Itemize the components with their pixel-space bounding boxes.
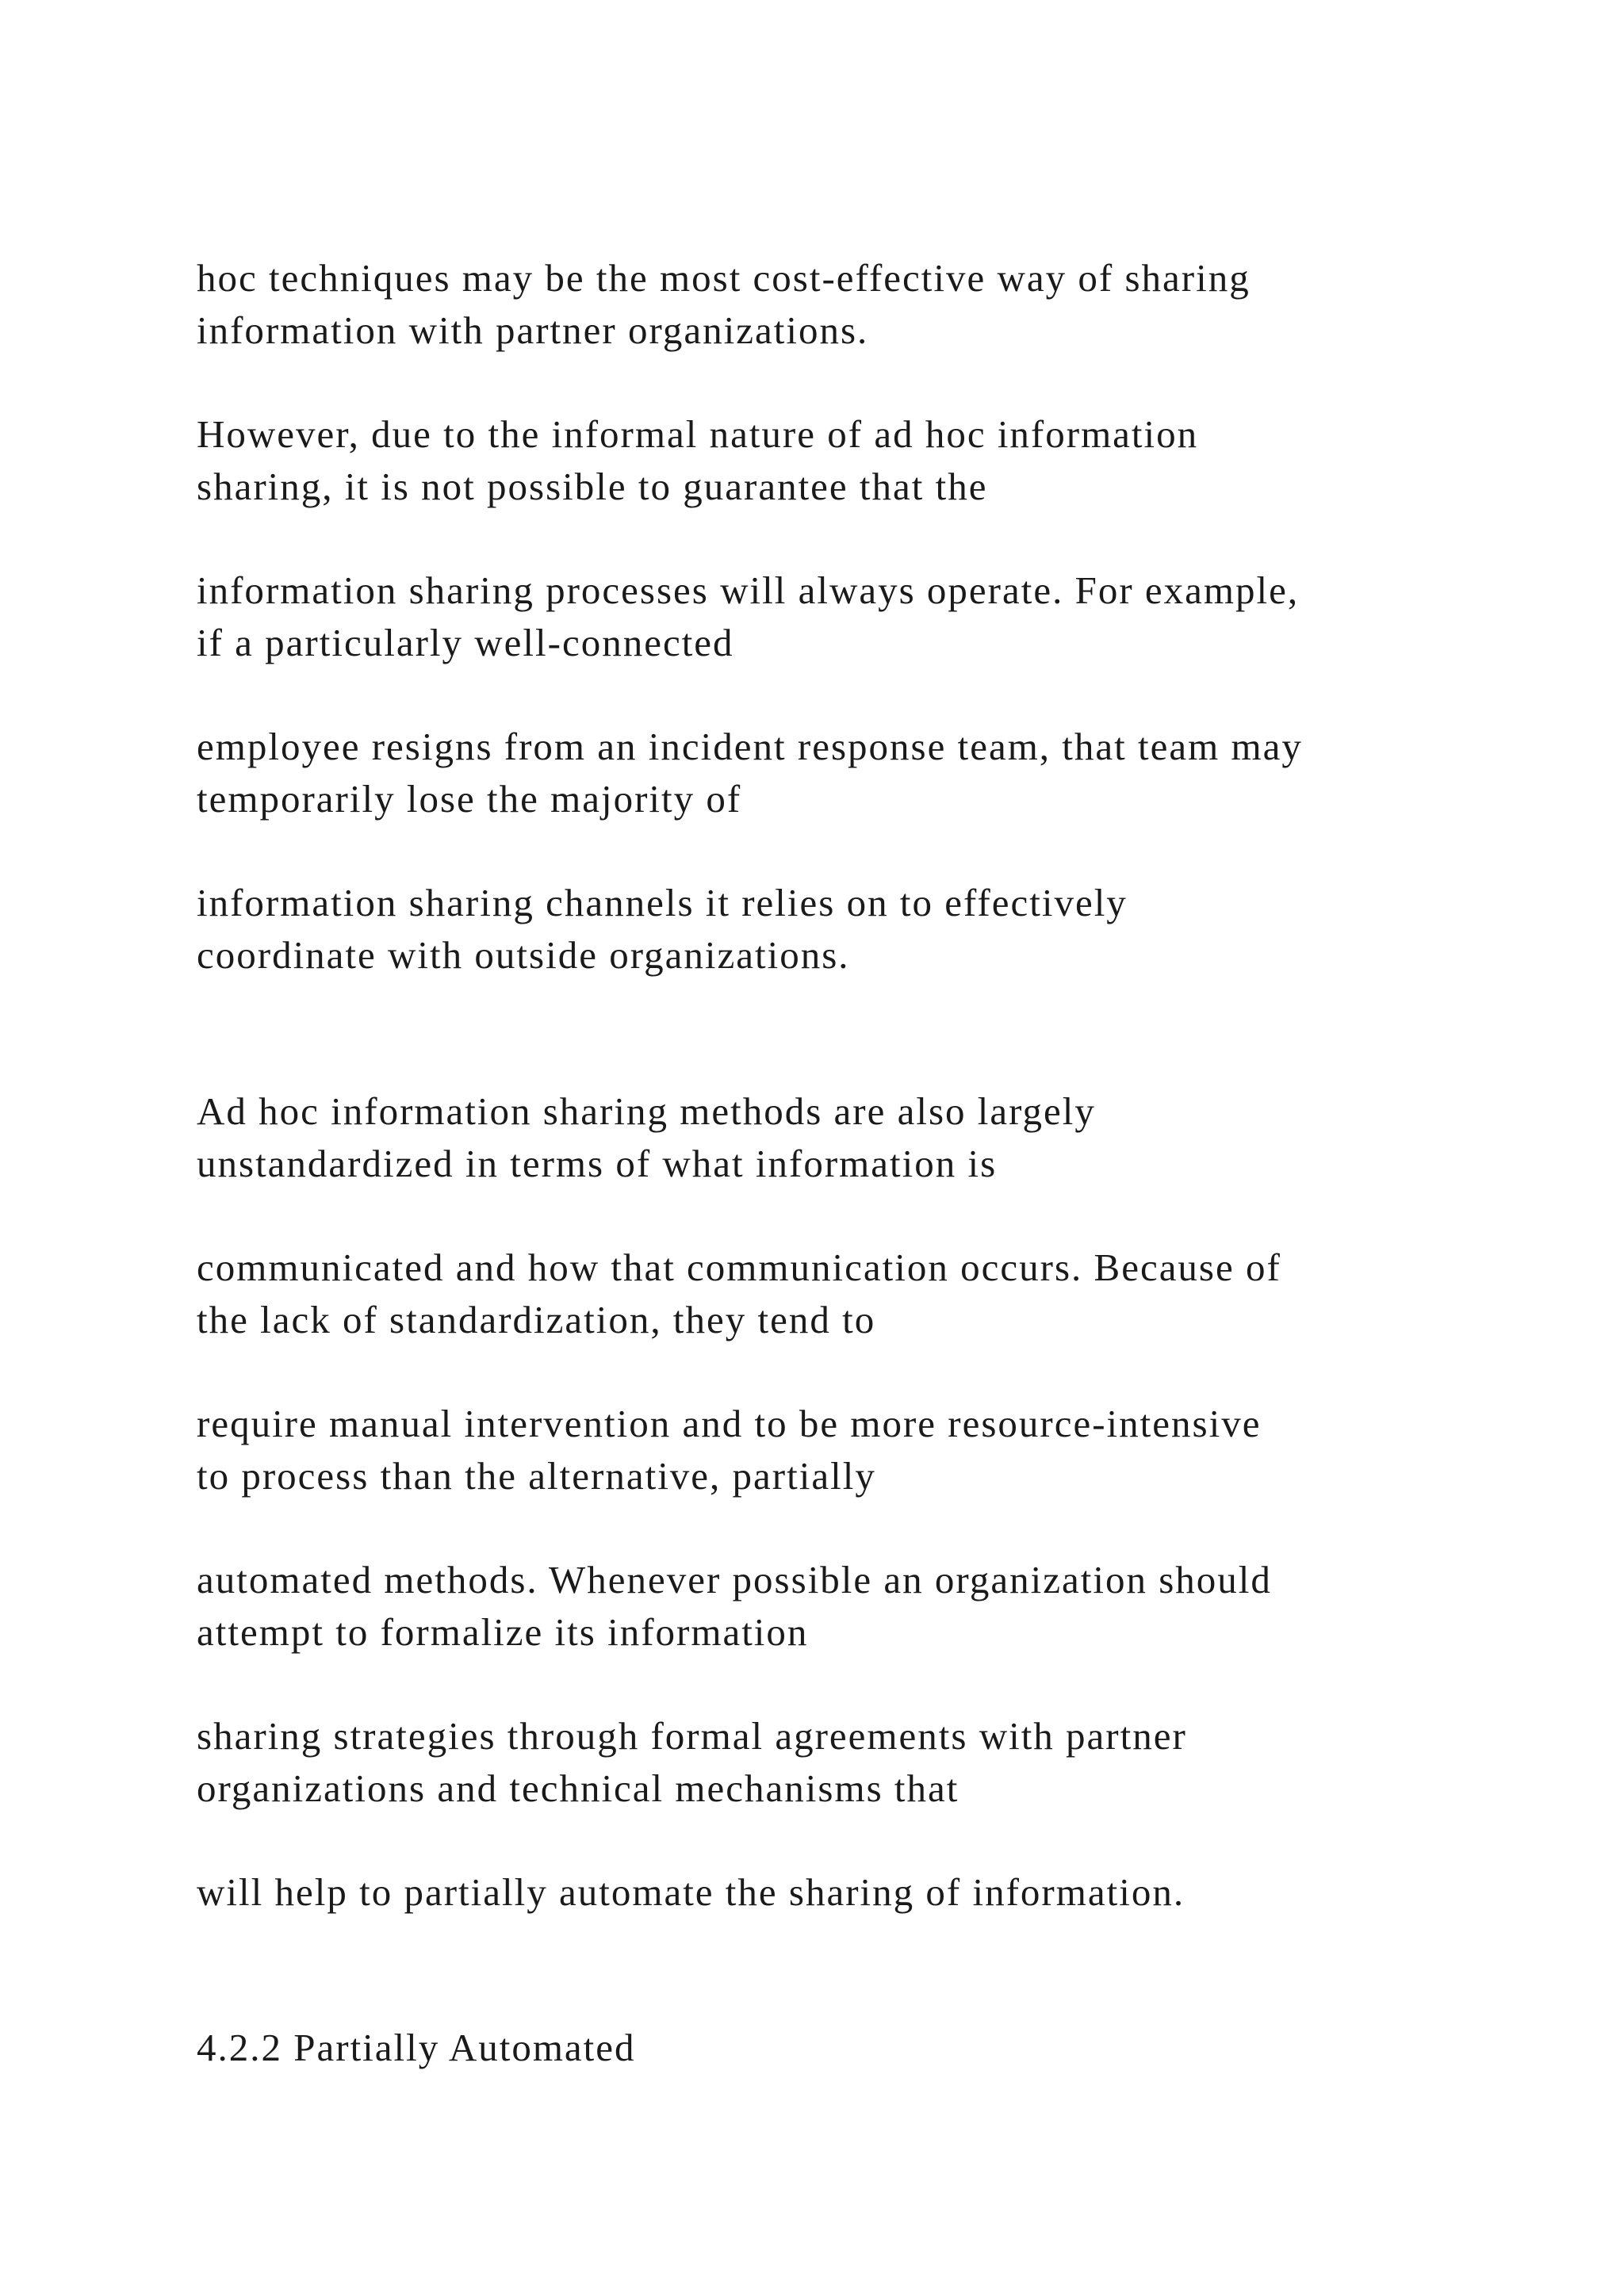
text-line: require manual intervention and to be more resource-intensive <box>197 1402 1262 1445</box>
text-line: However, due to the informal nature of ad hoc information <box>197 412 1199 456</box>
text-line: communicated and how that communication occurs. Because of <box>197 1246 1281 1289</box>
text-line: automated methods. Whenever possible an organization should <box>197 1558 1272 1601</box>
text-line: the lack of standardization, they tend to <box>197 1298 876 1341</box>
text-line: will help to partially automate the sharing of information. <box>197 1870 1185 1914</box>
paragraph-11 <box>197 1866 1545 1919</box>
paragraph-3 <box>197 564 1545 669</box>
text-line: Ad hoc information sharing methods are also largely <box>197 1089 1096 1133</box>
paragraph-10 <box>197 1710 1545 1815</box>
paragraph-8 <box>197 1398 1545 1502</box>
text-line: information with partner organizations. <box>197 308 869 352</box>
text-line: information sharing channels it relies on to effectively <box>197 881 1128 924</box>
text-line: sharing strategies through formal agreements with partner <box>197 1714 1187 1758</box>
text-line: organizations and technical mechanisms that <box>197 1766 959 1810</box>
text-line: to process than the alternative, partially <box>197 1454 876 1498</box>
section-heading: 4.2.2 Partially Automated <box>197 2026 636 2069</box>
paragraph-4 <box>197 721 1545 825</box>
paragraph-9 <box>197 1554 1545 1659</box>
text-line: hoc techniques may be the most cost-effective way of sharing <box>197 256 1251 300</box>
paragraph-6 <box>197 1085 1545 1190</box>
text-line: unstandardized in terms of what information is <box>197 1142 998 1185</box>
text-line: employee resigns from an incident response team, that team may <box>197 725 1303 768</box>
text-line: if a particularly well-connected <box>197 621 734 664</box>
text-line: temporarily lose the majority of <box>197 777 742 821</box>
text-line: attempt to formalize its information <box>197 1610 809 1654</box>
paragraph-5 <box>197 877 1545 982</box>
text-line: sharing, it is not possible to guarantee that the <box>197 465 988 508</box>
text-line: information sharing processes will always operate. For example, <box>197 568 1300 612</box>
paragraph-2 <box>197 408 1545 513</box>
text-line: coordinate with outside organizations. <box>197 933 850 977</box>
paragraph-7 <box>197 1242 1545 1346</box>
paragraph-1 <box>197 252 1545 357</box>
